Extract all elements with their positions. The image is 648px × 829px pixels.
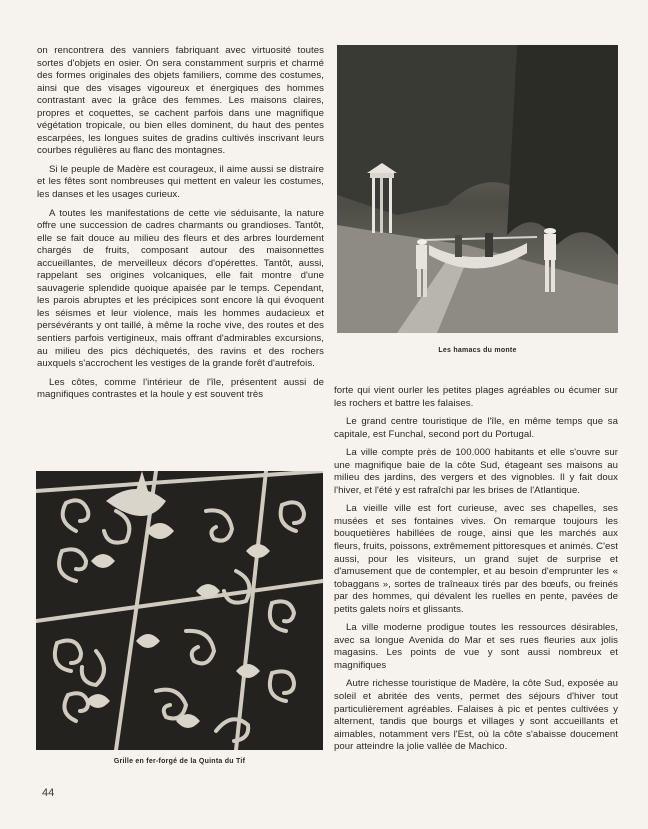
- hammocks-photo: [337, 45, 618, 333]
- grille-photo-image: [36, 471, 323, 750]
- paragraph: on rencontrera des vanniers fabriquant avec virtuosité toutes sortes d'objets en osier. On sera constamment surpris et charmé des formes originales des objets familiers, comme des costumes, ainsi que des visages vigoureux et énergiques des hommes contrastant avec la grâce des femmes. Les maisons claires, propres et coquettes, se cachent parfois dans une magnifique végétation tropicale, ou bien elles dominent, du haut des pentes escarpées, les longues suites de gradins cultivés inscrivant leurs courbes régulières au flanc des montagnes.: [37, 45, 324, 157]
- paragraph: A toutes les manifestations de cette vie séduisante, la nature offre une succession de cadres charmants ou grandioses. Tantôt, elle se fait douce au milieu des fleurs et des arbres lourdement chargés de fruits, composant autour des maisonnettes accueillantes, de merveilleux décors d'opérettes. Tantôt, aussi, rappelant ses origines volcaniques, elle fait montre d'une sauvagerie splendide quoique apaisée par le temps. Cependant, les parois abruptes et les précipices sont encore là qui évoquent les séismes et leur violence, mais les hommes audacieux et persévérants y ont taillé, à même la roche vive, des routes et des sentiers parfois vertigineux, mais offrant d'admirables excursions, au milieu des pics déchiquetés, des ravins et des rochers auxquels s'accrochent les vestiges de la grande forêt d'autrefois.: [37, 207, 324, 370]
- page-number: 44: [42, 787, 55, 799]
- paragraph: Les côtes, comme l'intérieur de l'île, présentent aussi de magnifiques contrastes et la houle y est souvent très: [37, 376, 324, 401]
- paragraph: forte qui vient ourler les petites plages agréables ou écumer sur les rochers et battre les falaises.: [334, 385, 618, 409]
- hammocks-caption: Les hamacs du monte: [438, 347, 517, 354]
- grille-photo: [36, 471, 323, 750]
- right-text-column: [334, 385, 618, 760]
- paragraph: La ville moderne prodigue toutes les ressources désirables, avec sa longue Avenida do Mar et ses rues fleuries aux jolis magasins. Les points de vue y sont aussi nombreux et magnifiques: [334, 622, 618, 671]
- hammocks-photo-image: [337, 45, 618, 333]
- paragraph: Si le peuple de Madère est courageux, il aime aussi se distraire et les fêtes sont nombreuses qui mettent en valeur les costumes, les danses et les usages curieux.: [37, 163, 324, 201]
- paragraph: Autre richesse touristique de Madère, la côte Sud, exposée au soleil et abritée des vents, permet des séjours d'hiver tout particulièrement agréables. Falaises à pic et pentes cultivées y alternent, tandis que bourgs et villages y sont accueillants et aimables, notamment vers l'Est, où la côte s'abaisse doucement pour atteindre la jolie vallée de Machico.: [334, 678, 618, 753]
- left-text-column: [37, 45, 324, 408]
- paragraph: La vieille ville est fort curieuse, avec ses chapelles, ses musées et ses fontaines vives. On remarque toujours les bouquetières habillées de rouge, ainsi que les marchés aux fleurs, fruits, poissons, extrêmement pittoresques et animés. C'est aussi, pour les visiteurs, un grand sujet de surprise et d'amusement que de contempler, et au besoin d'emprunter les « tobaggans », sortes de traîneaux tirés par des bœufs, ou freinés par des hommes, qui dévalent les ruelles en pente, pavées de petits galets noirs et glissants.: [334, 503, 618, 615]
- paragraph: Le grand centre touristique de l'île, en même temps que sa capitale, est Funchal, second port du Portugal.: [334, 416, 618, 440]
- paragraph: La ville compte près de 100.000 habitants et elle s'ouvre sur une magnifique baie de la côte Sud, étageant ses maisons au milieu des jardins, des vergers et des vignobles. Il y fait doux l'hiver, et l'été y est rafraîchi par les brises de l'Atlantique.: [334, 447, 618, 496]
- grille-caption: Grille en fer-forgé de la Quinta du Tif: [113, 758, 246, 765]
